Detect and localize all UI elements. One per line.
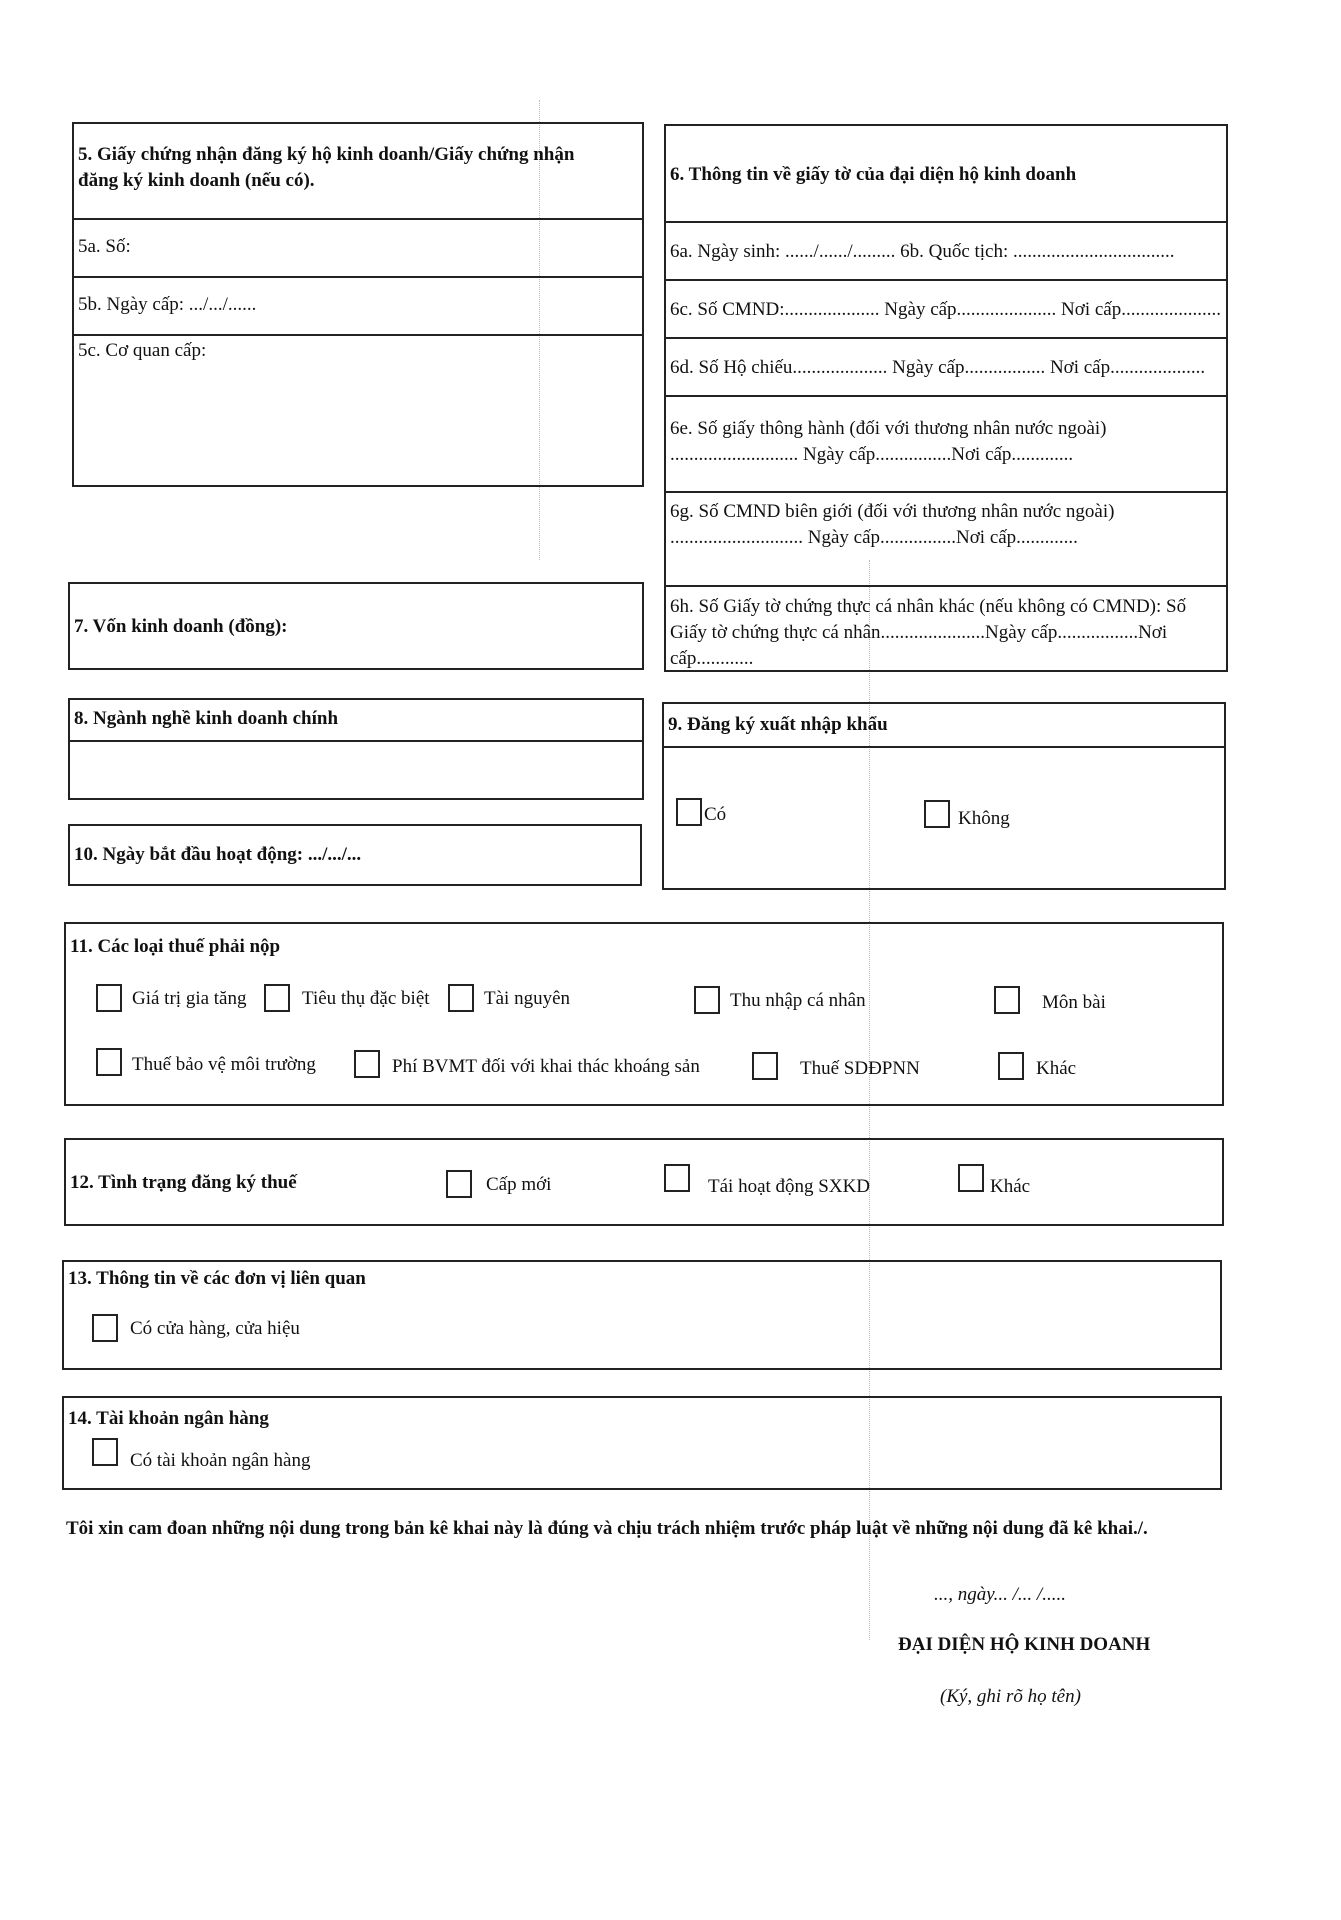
section-14-title: 14. Tài khoản ngân hàng [68, 1408, 269, 1429]
tax-vat-label: Giá trị gia tăng [132, 988, 247, 1009]
tax-license-checkbox[interactable] [994, 986, 1020, 1014]
section-11-box [64, 922, 1224, 1106]
tax-special-consumption-label: Tiêu thụ đặc biệt [302, 988, 430, 1009]
export-yes-label: Có [704, 804, 727, 825]
section-6e-travel-permit: 6e. Số giấy thông hành (đối với thương nhân nước ngoài) ........................... Ngày cấp................Nơi cấp............. [670, 418, 1107, 465]
section-5a-registration-number: 5a. Số: [78, 236, 131, 257]
section-6h-other-id: 6h. Số Giấy tờ chứng thực cá nhân khác (nếu không có CMND): Số Giấy tờ chứng thực cá nhân......................Ngày cấp.................Nơi cấp............ [670, 596, 1187, 669]
export-no-label: Không [958, 808, 1010, 829]
section-5c-issuing-authority: 5c. Cơ quan cấp: [78, 340, 207, 361]
section-6c-id-card: 6c. Số CMND:.................... Ngày cấp..................... Nơi cấp..................... [670, 299, 1221, 320]
section-6d-passport: 6d. Số Hộ chiếu.................... Ngày cấp................. Nơi cấp.................... [670, 357, 1206, 378]
status-other-checkbox[interactable] [958, 1164, 984, 1192]
section-7-capital: 7. Vốn kinh doanh (đồng): [74, 616, 288, 637]
section-13-box [62, 1260, 1222, 1370]
status-resume-label: Tái hoạt động SXKD [708, 1176, 871, 1197]
section-13-title: 13. Thông tin về các đơn vị liên quan [68, 1268, 366, 1289]
tax-environment-label: Thuế bảo vệ môi trường [132, 1054, 316, 1075]
signature-date: ..., ngày... /... /..... [934, 1584, 1066, 1605]
tax-environment-checkbox[interactable] [96, 1048, 122, 1076]
section-12-title: 12. Tình trạng đăng ký thuế [70, 1172, 297, 1193]
section-6-box [664, 124, 1228, 672]
has-bank-account-label: Có tài khoản ngân hàng [130, 1450, 311, 1471]
signature-role: ĐẠI DIỆN HỘ KINH DOANH [898, 1634, 1151, 1655]
section-14-box [62, 1396, 1222, 1490]
status-other-label: Khác [990, 1176, 1031, 1197]
fee-mineral-environment-checkbox[interactable] [354, 1050, 380, 1078]
section-5-box [72, 122, 644, 487]
tax-vat-checkbox[interactable] [96, 984, 122, 1012]
section-9-title: 9. Đăng ký xuất nhập khẩu [668, 714, 888, 735]
section-6g-border-id: 6g. Số CMND biên giới (đối với thương nhân nước ngoài) ............................ Ngày cấp................Nơi cấp............. [670, 501, 1115, 548]
section-9-box [662, 702, 1226, 890]
tax-license-label: Môn bài [1042, 992, 1106, 1013]
section-5-title: 5. Giấy chứng nhận đăng ký hộ kinh doanh/Giấy chứng nhận đăng ký kinh doanh (nếu có). [78, 144, 575, 191]
section-6a-6b-birth-nationality: 6a. Ngày sinh: ....../....../......... 6b. Quốc tịch: .................................. [670, 241, 1175, 262]
tax-non-agricultural-land-label: Thuế SDĐPNN [800, 1058, 920, 1079]
section-6-title: 6. Thông tin về giấy tờ của đại diện hộ kinh doanh [670, 164, 1077, 185]
tax-resource-label: Tài nguyên [484, 988, 571, 1009]
section-11-title: 11. Các loại thuế phải nộp [70, 936, 281, 957]
section-10-start-date: 10. Ngày bắt đầu hoạt động: .../.../... [74, 844, 362, 865]
has-store-label: Có cửa hàng, cửa hiệu [130, 1318, 300, 1339]
tax-non-agricultural-land-checkbox[interactable] [752, 1052, 778, 1080]
section-5b-issue-date: 5b. Ngày cấp: .../.../...... [78, 294, 257, 315]
has-store-checkbox[interactable] [92, 1314, 118, 1342]
export-no-checkbox[interactable] [924, 800, 950, 828]
section-8-title: 8. Ngành nghề kinh doanh chính [74, 708, 339, 729]
tax-resource-checkbox[interactable] [448, 984, 474, 1012]
export-yes-checkbox[interactable] [676, 798, 702, 826]
tax-personal-income-label: Thu nhập cá nhân [730, 990, 866, 1011]
status-new-label: Cấp mới [486, 1174, 552, 1195]
status-resume-checkbox[interactable] [664, 1164, 690, 1192]
signature-note: (Ký, ghi rõ họ tên) [940, 1686, 1081, 1707]
status-new-checkbox[interactable] [446, 1170, 472, 1198]
has-bank-account-checkbox[interactable] [92, 1438, 118, 1466]
declaration-text: Tôi xin cam đoan những nội dung trong bản kê khai này là đúng và chịu trách nhiệm trước pháp luật về những nội dung đã kê khai./. [66, 1518, 1148, 1539]
tax-other-checkbox[interactable] [998, 1052, 1024, 1080]
tax-special-consumption-checkbox[interactable] [264, 984, 290, 1012]
section-10-box [68, 824, 642, 886]
section-8-box [68, 698, 644, 800]
section-12-box [64, 1138, 1224, 1226]
tax-personal-income-checkbox[interactable] [694, 986, 720, 1014]
tax-other-label: Khác [1036, 1058, 1077, 1079]
fee-mineral-environment-label: Phí BVMT đối với khai thác khoáng sản [392, 1056, 700, 1077]
section-7-box [68, 582, 644, 670]
